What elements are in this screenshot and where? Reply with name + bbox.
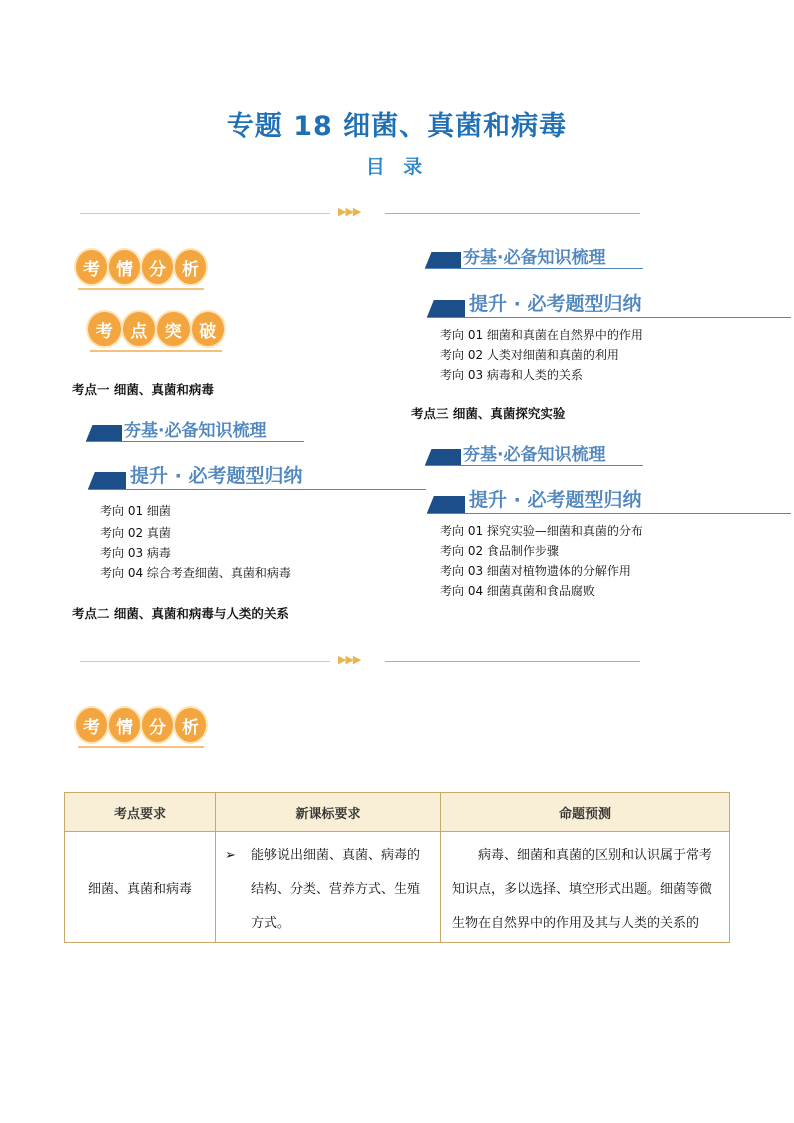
tag-marker-icon xyxy=(425,252,461,268)
requirements-table xyxy=(64,792,730,943)
header-exam-point: 考点要求 xyxy=(65,793,216,832)
badge-char: 情 xyxy=(109,250,140,284)
tag-question-types[interactable]: 提升 · 必考题型归纳 xyxy=(427,290,792,318)
toc-item[interactable]: 考向 02 真菌 xyxy=(100,526,171,540)
header-curriculum: 新课标要求 xyxy=(216,793,441,832)
tag-basic-knowledge[interactable]: 夯基·必备知识梳理 xyxy=(425,243,645,269)
toc-item[interactable]: 考向 02 人类对细菌和真菌的利用 xyxy=(440,348,619,362)
header-prediction: 命题预测 xyxy=(441,793,730,832)
divider-bottom xyxy=(80,655,640,669)
arrow-bullet-icon: ➢ xyxy=(225,848,236,863)
tag-marker-icon xyxy=(425,449,461,465)
badge-char: 点 xyxy=(123,312,156,346)
tag-marker-icon xyxy=(427,300,465,317)
page-title: 专题 18 细菌、真菌和病毒 xyxy=(226,111,568,142)
toc-item[interactable]: 考向 03 病毒 xyxy=(100,546,171,560)
tag-basic-knowledge[interactable]: 夯基·必备知识梳理 xyxy=(425,440,645,466)
arrow-icon: ▶▶▶ xyxy=(338,653,361,666)
toc-point-2[interactable]: 考点二 细菌、真菌和病毒与人类的关系 xyxy=(72,606,289,621)
table-header-row xyxy=(65,793,730,832)
divider-top xyxy=(80,207,640,221)
badge-char: 考 xyxy=(88,312,121,346)
toc-item[interactable]: 考向 01 细菌和真菌在自然界中的作用 xyxy=(440,328,643,342)
badge-char: 析 xyxy=(175,250,206,284)
badge-exam-analysis xyxy=(76,250,206,290)
cell-exam-point: 细菌、真菌和病毒 xyxy=(87,881,192,897)
badge-point-breakthrough xyxy=(88,312,224,352)
toc-point-1[interactable]: 考点一 细菌、真菌和病毒 xyxy=(72,382,214,397)
toc-item[interactable]: 考向 01 探究实验—细菌和真菌的分布 xyxy=(440,524,643,538)
tag-question-types[interactable]: 提升 · 必考题型归纳 xyxy=(427,486,792,514)
tag-marker-icon xyxy=(86,425,122,441)
cell-requirement: 能够说出细菌、真菌、病毒的结构、分类、营养方式、生殖方式。 xyxy=(251,848,421,931)
badge-char: 突 xyxy=(157,312,190,346)
tag-marker-icon xyxy=(88,472,126,489)
cell-prediction: 病毒、细菌和真菌的区别和认识属于常考知识点，多以选择、填空形式出题。细菌等微生物在自然界中的作用及其与人类的关系的 xyxy=(452,848,713,931)
toc-item[interactable]: 考向 03 细菌对植物遗体的分解作用 xyxy=(440,564,631,578)
toc-point-3[interactable]: 考点三 细菌、真菌探究实验 xyxy=(411,406,566,421)
badge-exam-analysis-section xyxy=(76,708,206,748)
badge-char: 分 xyxy=(142,708,173,742)
toc-item[interactable]: 考向 03 病毒和人类的关系 xyxy=(440,368,583,382)
tag-marker-icon xyxy=(427,496,465,513)
toc-item[interactable]: 考向 04 综合考查细菌、真菌和病毒 xyxy=(100,566,291,580)
badge-char: 情 xyxy=(109,708,140,742)
toc-heading: 目 录 xyxy=(365,156,429,178)
badge-char: 分 xyxy=(142,250,173,284)
badge-char: 考 xyxy=(76,708,107,742)
tag-basic-knowledge[interactable]: 夯基·必备知识梳理 xyxy=(86,416,306,442)
badge-char: 析 xyxy=(175,708,206,742)
tag-question-types[interactable]: 提升 · 必考题型归纳 xyxy=(88,462,428,490)
arrow-icon: ▶▶▶ xyxy=(338,205,361,218)
badge-char: 考 xyxy=(76,250,107,284)
table-row xyxy=(65,832,730,943)
toc-item[interactable]: 考向 02 食品制作步骤 xyxy=(440,544,559,558)
toc-item[interactable]: 考向 01 细菌 xyxy=(100,504,171,518)
toc-item[interactable]: 考向 04 细菌真菌和食品腐败 xyxy=(440,584,595,598)
badge-char: 破 xyxy=(192,312,225,346)
